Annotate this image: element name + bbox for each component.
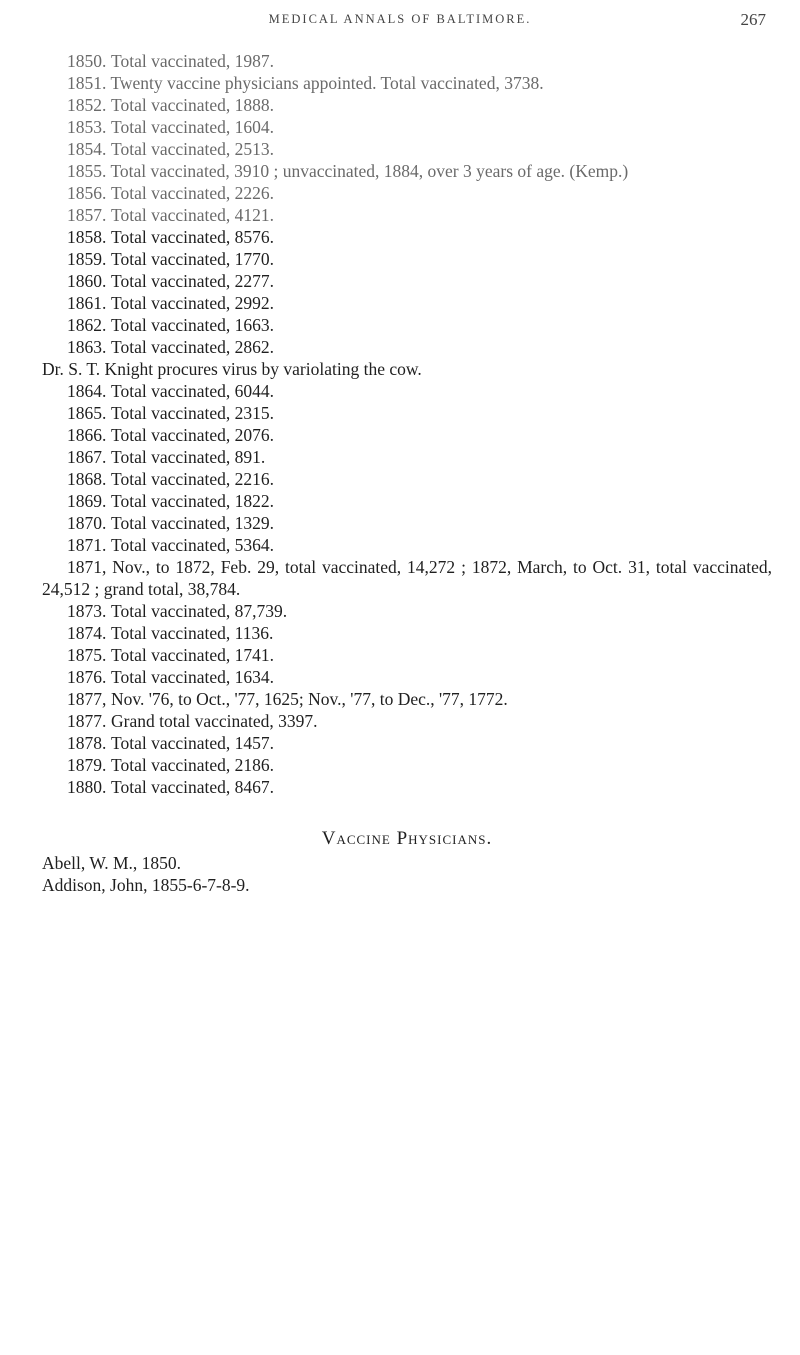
list-item: 1875. Total vaccinated, 1741. [67, 645, 275, 665]
list-item: 1850. Total vaccinated, 1987. [67, 51, 275, 71]
list-item: 1871, Nov., to 1872, Feb. 29, total vaccinated, 14,272 ; 1872, March, to Oct. 31, total vaccinated, 24,512 ; grand total, 38,784. [42, 557, 772, 599]
list-item: 1861. Total vaccinated, 2992. [67, 293, 275, 313]
list-item: 1858. Total vaccinated, 8576. [67, 227, 275, 247]
list-item: 1852. Total vaccinated, 1888. [67, 95, 275, 115]
list-item: 1879. Total vaccinated, 2186. [67, 755, 275, 775]
list-item: 1878. Total vaccinated, 1457. [67, 733, 275, 753]
section-heading: Vaccine Physicians. [321, 828, 493, 849]
list-item: Abell, W. M., 1850. [42, 853, 182, 873]
list-item: 1877, Nov. '76, to Oct., '77, 1625; Nov., '77, to Dec., '77, 1772. [67, 689, 508, 709]
entry-list-1 [42, 50, 772, 358]
list-item: 1857. Total vaccinated, 4121. [67, 205, 275, 225]
list-item: 1868. Total vaccinated, 2216. [67, 469, 275, 489]
list-item: 1876. Total vaccinated, 1634. [67, 667, 275, 687]
list-item: 1859. Total vaccinated, 1770. [67, 249, 275, 269]
list-item: 1873. Total vaccinated, 87,739. [67, 601, 288, 621]
body-text [42, 50, 772, 896]
list-item: 1867. Total vaccinated, 891. [67, 447, 266, 467]
running-title: MEDICAL ANNALS OF BALTIMORE. [268, 12, 532, 26]
list-item: Addison, John, 1855-6-7-8-9. [42, 875, 250, 895]
list-item: 1880. Total vaccinated, 8467. [67, 777, 275, 797]
page-number: 267 [740, 10, 766, 29]
list-item: 1866. Total vaccinated, 2076. [67, 425, 275, 445]
list-item: 1877. Grand total vaccinated, 3397. [67, 711, 318, 731]
list-item: 1863. Total vaccinated, 2862. [67, 337, 275, 357]
list-item: 1864. Total vaccinated, 6044. [67, 381, 275, 401]
list-item: 1851. Twenty vaccine physicians appointed. Total vaccinated, 3738. [67, 73, 544, 93]
list-item: 1874. Total vaccinated, 1136. [67, 623, 274, 643]
list-item: 1862. Total vaccinated, 1663. [67, 315, 275, 335]
entry-list-2 [42, 380, 772, 798]
list-item: 1854. Total vaccinated, 2513. [67, 139, 275, 159]
list-item: 1870. Total vaccinated, 1329. [67, 513, 275, 533]
list-item: 1869. Total vaccinated, 1822. [67, 491, 275, 511]
list-item: 1860. Total vaccinated, 2277. [67, 271, 275, 291]
list-item: 1871. Total vaccinated, 5364. [67, 535, 275, 555]
list-item: 1865. Total vaccinated, 2315. [67, 403, 275, 423]
running-head [0, 10, 800, 34]
list-item: 1856. Total vaccinated, 2226. [67, 183, 275, 203]
knight-note: Dr. S. T. Knight procures virus by variolating the cow. [42, 359, 422, 379]
list-item: 1855. Total vaccinated, 3910 ; unvaccinated, 1884, over 3 years of age. (Kemp.) [67, 161, 629, 181]
list-item: 1853. Total vaccinated, 1604. [67, 117, 275, 137]
